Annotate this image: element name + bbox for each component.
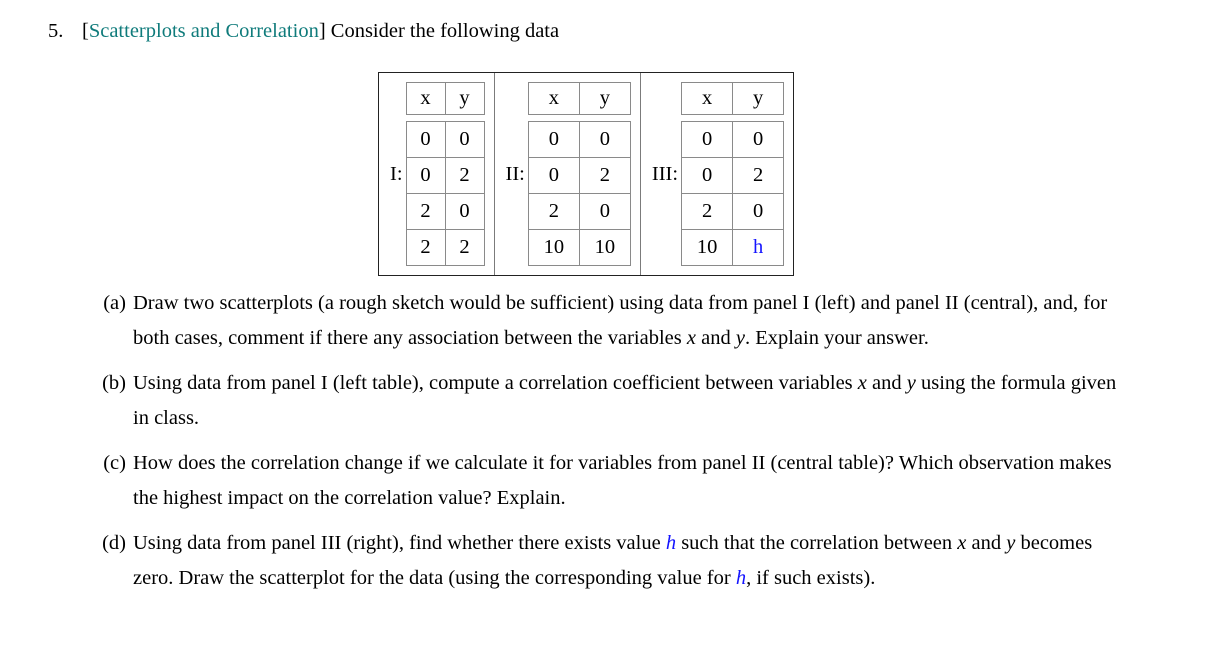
table-header-row [682, 83, 784, 115]
subquestion-a [90, 286, 1120, 356]
text-run: and [966, 532, 1007, 554]
tag-close-bracket: ] [318, 20, 326, 42]
table-cell: 10 [682, 230, 733, 266]
column-header-x: x [528, 83, 579, 115]
subquestion-text [133, 526, 1120, 596]
text-run: How does the correlation change if we calculate it for variables from panel II (central table)? Which observation makes the highest impact on the correlation value? Explain. [133, 452, 1112, 509]
panel-table-stack [681, 82, 784, 266]
table-cell: h [733, 230, 784, 266]
table-cell: 0 [733, 122, 784, 158]
tables-outer-box [378, 72, 794, 276]
column-header-y: y [579, 83, 630, 115]
math-variable: y [906, 372, 916, 394]
table-row [682, 230, 784, 266]
table-row [682, 194, 784, 230]
panel-header-table [681, 82, 784, 115]
table-header-row [406, 83, 484, 115]
text-run: and [695, 327, 736, 349]
text-run: Draw two scatterplots (a rough sketch would be sufficient) using data from panel I (left) and panel II (central), and, for both cases, comment if there any association between the variables [133, 292, 1108, 349]
panel-header-table [528, 82, 631, 115]
table-cell: 0 [579, 194, 630, 230]
column-header-x: x [406, 83, 445, 115]
data-tables-block [378, 72, 794, 276]
table-row [528, 194, 630, 230]
table-cell: 0 [445, 194, 484, 230]
table-header-row [528, 83, 630, 115]
data-panel-2 [494, 73, 640, 275]
table-cell: 2 [579, 158, 630, 194]
table-cell: 2 [733, 158, 784, 194]
column-header-y: y [445, 83, 484, 115]
subquestion-label: (b) [102, 372, 126, 394]
text-run: Using data from panel III (right), find whether there exists value [133, 532, 666, 554]
table-cell: 0 [528, 122, 579, 158]
subquestion-label: (a) [103, 292, 126, 314]
table-row [528, 122, 630, 158]
column-header-y: y [733, 83, 784, 115]
table-cell: 2 [445, 158, 484, 194]
text-run: becomes zero. Draw the scatterplot for the data (using the corresponding value for [133, 532, 1093, 589]
table-cell: 0 [406, 122, 445, 158]
table-cell: 2 [406, 230, 445, 266]
table-cell: 0 [445, 122, 484, 158]
table-row [406, 194, 484, 230]
text-run: and [866, 372, 907, 394]
table-row [682, 158, 784, 194]
panel-label: II: [505, 162, 525, 185]
panel-data-table [406, 121, 485, 266]
subquestion-d [90, 526, 1120, 596]
table-cell: 0 [579, 122, 630, 158]
table-row [406, 158, 484, 194]
table-cell: 2 [445, 230, 484, 266]
panel-table-stack [528, 82, 631, 266]
table-cell: 10 [579, 230, 630, 266]
table-cell: 2 [406, 194, 445, 230]
subquestion-text [133, 366, 1120, 436]
text-run: , if such exists). [746, 567, 876, 589]
math-variable: x [957, 532, 967, 554]
math-variable: y [1006, 532, 1016, 554]
table-cell: 0 [682, 158, 733, 194]
table-cell: 2 [528, 194, 579, 230]
data-panel-1 [379, 73, 494, 275]
panel-table-stack [406, 82, 485, 266]
subquestion-label: (c) [103, 452, 126, 474]
column-header-x: x [682, 83, 733, 115]
data-panel-3 [640, 73, 793, 275]
problem-stem-text: Consider the following data [330, 20, 560, 42]
subquestion-text [133, 446, 1120, 516]
table-cell: 2 [682, 194, 733, 230]
subquestion-list [90, 286, 1120, 606]
text-run: . Explain your answer. [744, 327, 929, 349]
math-variable: x [686, 327, 696, 349]
table-cell: 10 [528, 230, 579, 266]
table-row [682, 122, 784, 158]
panel-data-table [528, 121, 631, 266]
table-row [406, 122, 484, 158]
subquestion-c [90, 446, 1120, 516]
math-variable: x [857, 372, 867, 394]
text-run: using the formula given in class. [133, 372, 1117, 429]
problem-number: 5. [48, 20, 64, 42]
table-cell: 0 [406, 158, 445, 194]
panel-label: I: [390, 162, 403, 185]
panel-label: III: [651, 162, 679, 185]
problem-statement [48, 18, 1168, 45]
table-row [528, 230, 630, 266]
problem-topic-tag: Scatterplots and Correlation [88, 20, 319, 42]
table-row [528, 158, 630, 194]
table-cell: 0 [682, 122, 733, 158]
subquestion-label: (d) [102, 532, 126, 554]
problem-stem-line [82, 20, 559, 42]
subquestion-text [133, 286, 1120, 356]
subquestion-b [90, 366, 1120, 436]
tag-open-bracket: [ [82, 20, 89, 42]
math-variable: y [735, 327, 745, 349]
text-run: Using data from panel I (left table), compute a correlation coefficient between variables [133, 372, 858, 394]
text-run: such that the correlation between [676, 532, 958, 554]
panel-header-table [406, 82, 485, 115]
table-row [406, 230, 484, 266]
panel-data-table [681, 121, 784, 266]
math-variable: h [735, 567, 747, 589]
math-variable: h [665, 532, 677, 554]
table-cell: 0 [733, 194, 784, 230]
table-cell: 0 [528, 158, 579, 194]
